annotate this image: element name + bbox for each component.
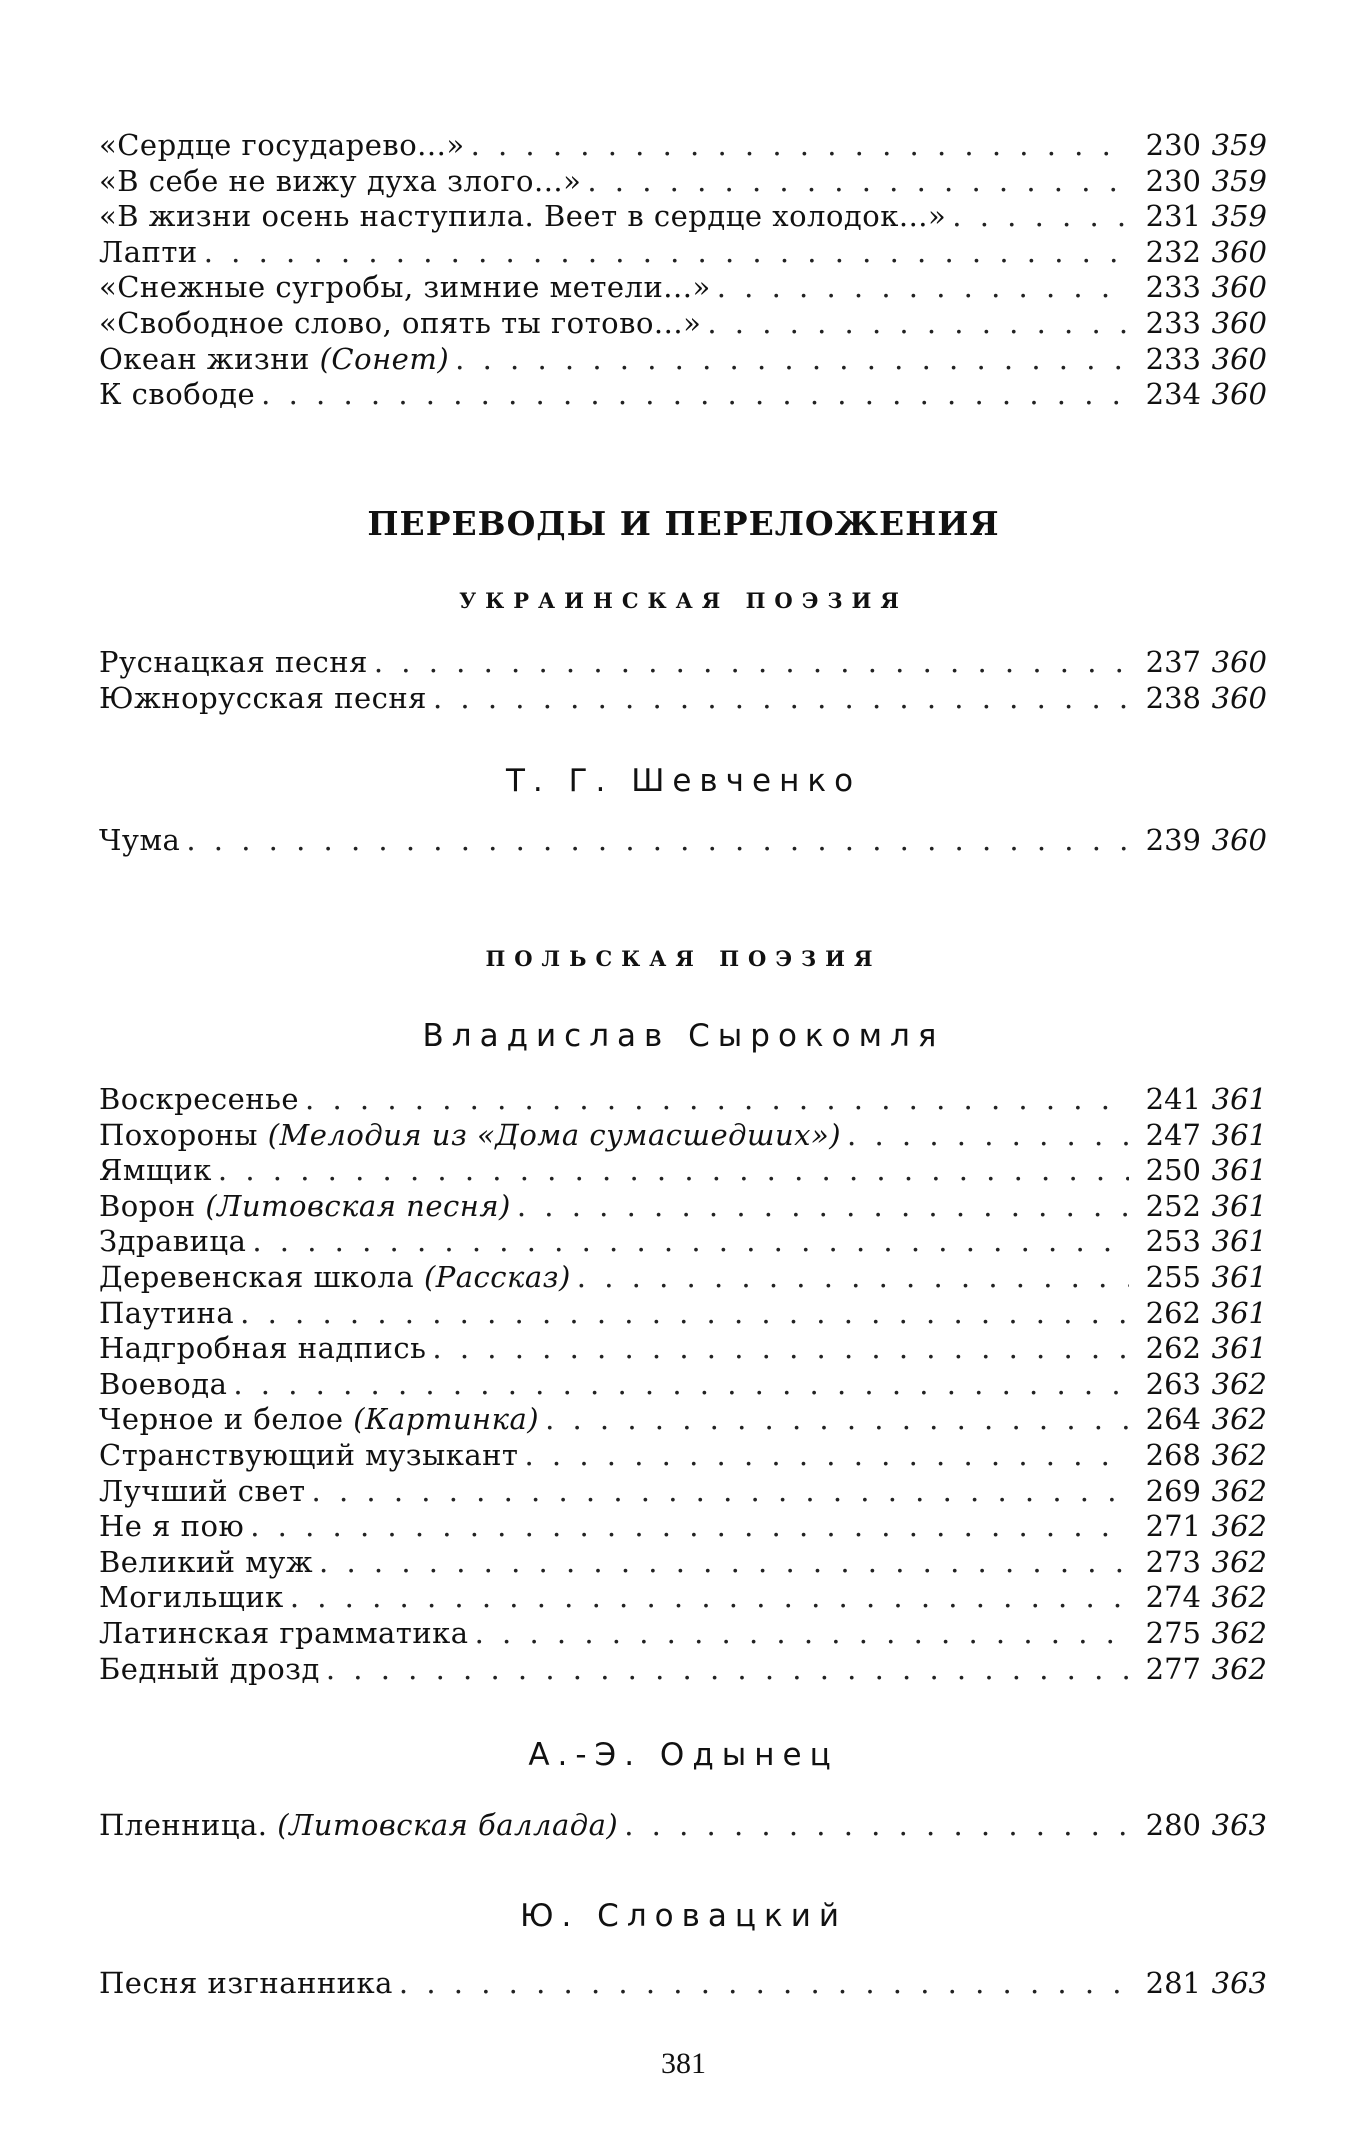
toc-entry-title-text: Ямщик (99, 1153, 212, 1188)
dot-leader (707, 306, 1129, 342)
toc-entry-page: 262 (1145, 1331, 1201, 1366)
toc-entry (99, 1474, 1267, 1510)
toc-entry-page: 280 (1145, 1808, 1201, 1842)
toc-entry-title (99, 128, 465, 164)
toc-entry (99, 1367, 1267, 1403)
toc-block-shevchenko (99, 823, 1267, 859)
toc-entry (99, 645, 1267, 681)
toc-entry (99, 1808, 1267, 1844)
subsection-heading-polish-poetry: ПОЛЬСКАЯ ПОЭЗИЯ (485, 946, 882, 971)
toc-entry-page: 269 (1145, 1473, 1201, 1508)
toc-entry-title-text: Песня изгнанника (99, 1966, 393, 2000)
toc-entry-page: 275 (1145, 1615, 1201, 1650)
toc-entry-note-page: 361 (1211, 1082, 1267, 1116)
dot-leader (374, 645, 1129, 681)
toc-entry-title-text: Южнорусская песня (99, 680, 427, 715)
toc-entry-title-text: Чума (99, 823, 181, 857)
dot-leader (305, 1082, 1129, 1118)
dot-leader (204, 235, 1129, 271)
toc-block-syrokomla (99, 1082, 1267, 1687)
toc-entry (99, 1082, 1267, 1118)
toc-entry-page: 247 (1145, 1117, 1201, 1152)
author-heading-odyniec: А.-Э. Одынец (528, 1737, 839, 1773)
section-heading-translations: ПЕРЕВОДЫ И ПЕРЕЛОЖЕНИЯ (367, 504, 1000, 543)
toc-entry (99, 1509, 1267, 1545)
toc-entry-note-page: 362 (1211, 1473, 1267, 1508)
toc-entry-page: 233 (1145, 270, 1201, 305)
toc-entry-note-page: 362 (1211, 1402, 1267, 1437)
toc-entry (99, 1966, 1267, 2002)
toc-entry-title-text: «Снежные сугробы, зимние метели...» (99, 270, 711, 305)
subsection-heading-ukrainian-poetry: УКРАИНСКАЯ ПОЭЗИЯ (459, 588, 908, 613)
dot-leader (240, 1296, 1129, 1332)
toc-entry-note-page: 360 (1211, 823, 1267, 857)
toc-entry (99, 306, 1267, 342)
toc-entry (99, 823, 1267, 859)
toc-entry-note-page: 360 (1211, 680, 1267, 715)
toc-entry (99, 1652, 1267, 1688)
toc-entry-note-page: 360 (1211, 270, 1267, 305)
toc-entry-title (99, 1438, 518, 1474)
toc-entry-note-page: 361 (1211, 1259, 1267, 1294)
dot-leader (455, 342, 1129, 378)
toc-entry-page: 274 (1145, 1580, 1201, 1615)
toc-entry-title (99, 235, 198, 271)
dot-leader (432, 1331, 1129, 1367)
toc-entry-title-text: Воевода (99, 1366, 228, 1401)
toc-entry-page: 233 (1145, 305, 1201, 340)
dot-leader (319, 1545, 1129, 1581)
toc-entry-title-text: Деревенская школа (99, 1259, 415, 1294)
dot-leader (399, 1966, 1129, 2002)
toc-entry (99, 1296, 1267, 1332)
toc-entry (99, 342, 1267, 378)
toc-entry-page: 263 (1145, 1366, 1201, 1401)
toc-entry-note-page: 360 (1211, 377, 1267, 412)
toc-entry-title-text: «В себе не вижу духа злого...» (99, 163, 582, 198)
toc-entry (99, 199, 1267, 235)
toc-entry-subtitle: (Сонет) (319, 341, 450, 376)
toc-entry-title-text: Черное и белое (99, 1402, 344, 1437)
toc-entry-page: 255 (1145, 1259, 1201, 1294)
dot-leader (312, 1474, 1129, 1510)
toc-entry-title-text: Ворон (99, 1188, 196, 1223)
dot-leader (261, 377, 1129, 413)
dot-leader (587, 164, 1129, 200)
toc-entry-note-page: 361 (1211, 1117, 1267, 1152)
toc-block-top (99, 128, 1267, 413)
toc-entry-title (99, 1260, 571, 1296)
toc-entry-title (99, 306, 701, 342)
toc-entry-note-page: 361 (1211, 1331, 1267, 1366)
toc-entry-title-text: Лучший свет (99, 1473, 306, 1508)
toc-entry-page: 273 (1145, 1544, 1201, 1579)
toc-entry-title-text: «Сердце государево...» (99, 128, 465, 162)
dot-leader (233, 1367, 1129, 1403)
toc-entry (99, 1580, 1267, 1616)
toc-entry-title-text: Не я пою (99, 1509, 245, 1544)
dot-leader (952, 199, 1129, 235)
toc-entry (99, 270, 1267, 306)
toc-entry-title (99, 1367, 227, 1403)
toc-entry-page: 253 (1145, 1224, 1201, 1259)
toc-entry-title (99, 1082, 299, 1118)
toc-entry-title (99, 199, 946, 235)
dot-leader (545, 1402, 1129, 1438)
toc-entry-note-page: 361 (1211, 1153, 1267, 1188)
toc-entry-title (99, 1545, 313, 1581)
toc-entry-title (99, 377, 255, 413)
toc-entry (99, 1545, 1267, 1581)
author-heading-shevchenko: Т. Г. Шевченко (505, 763, 862, 799)
toc-entry-subtitle: (Мелодия из «Дома сумасшедших») (267, 1117, 842, 1152)
toc-entry-note-page: 359 (1211, 199, 1267, 234)
toc-entry-title (99, 1509, 244, 1545)
toc-entry-page: 277 (1145, 1651, 1201, 1686)
toc-entry-note-page: 360 (1211, 234, 1267, 269)
dot-leader (471, 128, 1129, 164)
toc-entry-title-text: Паутина (99, 1295, 235, 1330)
toc-entry-note-page: 359 (1211, 163, 1267, 198)
toc-entry-title-text: Могильщик (99, 1580, 284, 1615)
toc-entry-title-text: Воскресенье (99, 1082, 300, 1116)
toc-entry (99, 128, 1267, 164)
toc-entry (99, 164, 1267, 200)
toc-entry-title-text: Океан жизни (99, 341, 310, 376)
toc-entry-page: 250 (1145, 1153, 1201, 1188)
dot-leader (624, 1808, 1129, 1844)
toc-entry-title (99, 1616, 469, 1652)
toc-entry-note-page: 363 (1211, 1808, 1267, 1842)
toc-entry-subtitle: (Рассказ) (423, 1259, 571, 1294)
toc-entry-title (99, 681, 427, 717)
toc-entry-page: 281 (1145, 1966, 1201, 2000)
toc-entry-title (99, 1224, 246, 1260)
dot-leader (577, 1260, 1129, 1296)
toc-entry-subtitle: (Литовская песня) (205, 1188, 511, 1223)
dot-leader (326, 1652, 1129, 1688)
toc-entry-note-page: 362 (1211, 1437, 1267, 1472)
toc-entry-title (99, 1153, 212, 1189)
toc-entry-title (99, 1474, 306, 1510)
toc-entry-page: 232 (1145, 234, 1201, 269)
toc-entry-title-text: К свободе (99, 377, 256, 412)
toc-entry-page: 237 (1145, 645, 1201, 679)
toc-entry-note-page: 362 (1211, 1615, 1267, 1650)
dot-leader (475, 1616, 1129, 1652)
toc-entry (99, 1616, 1267, 1652)
toc-entry-page: 252 (1145, 1188, 1201, 1223)
toc-entry-title-text: Руснацкая песня (99, 645, 368, 679)
author-heading-syrokomla: Владислав Сырокомля (422, 1018, 945, 1054)
dot-leader (290, 1580, 1129, 1616)
dot-leader (218, 1153, 1129, 1189)
toc-entry-title-text: Странствующий музыкант (99, 1437, 519, 1472)
toc-entry-note-page: 360 (1211, 341, 1267, 376)
toc-entry-title (99, 164, 581, 200)
toc-entry-title (99, 1118, 841, 1154)
toc-entry-title-text: «В жизни осень наступила. Веет в сердце холодок...» (99, 199, 947, 234)
toc-entry-title (99, 1402, 539, 1438)
dot-leader (433, 681, 1129, 717)
toc-entry (99, 1331, 1267, 1367)
toc-block-odyniec (99, 1808, 1267, 1844)
toc-entry (99, 1260, 1267, 1296)
toc-block-ukrainian (99, 645, 1267, 716)
dot-leader (517, 1189, 1129, 1225)
toc-entry-title (99, 1189, 511, 1225)
toc-entry-page: 262 (1145, 1295, 1201, 1330)
toc-block-slowacki (99, 1966, 1267, 2002)
toc-entry (99, 1438, 1267, 1474)
toc-entry-page: 268 (1145, 1437, 1201, 1472)
toc-entry-note-page: 361 (1211, 1224, 1267, 1259)
toc-entry-note-page: 362 (1211, 1580, 1267, 1615)
toc-entry-page: 230 (1145, 128, 1201, 162)
toc-entry-page: 241 (1145, 1082, 1201, 1116)
toc-entry (99, 1118, 1267, 1154)
page-number: 381 (661, 2047, 706, 2080)
toc-entry (99, 377, 1267, 413)
dot-leader (186, 823, 1129, 859)
toc-entry (99, 1189, 1267, 1225)
toc-entry-title-text: Лапти (99, 234, 198, 269)
dot-leader (717, 270, 1129, 306)
toc-entry-title-text: Великий муж (99, 1544, 314, 1579)
toc-entry-note-page: 361 (1211, 1188, 1267, 1223)
toc-entry-page: 231 (1145, 199, 1201, 234)
toc-entry-title (99, 823, 180, 859)
toc-entry-title-text: Надгробная надпись (99, 1331, 427, 1366)
toc-entry (99, 1402, 1267, 1438)
dot-leader (252, 1224, 1129, 1260)
toc-entry (99, 1153, 1267, 1189)
toc-entry-title (99, 270, 711, 306)
toc-entry-page: 264 (1145, 1402, 1201, 1437)
toc-entry (99, 1224, 1267, 1260)
toc-entry-title (99, 1296, 234, 1332)
toc-entry (99, 681, 1267, 717)
toc-entry-page: 233 (1145, 341, 1201, 376)
toc-entry-note-page: 361 (1211, 1295, 1267, 1330)
toc-entry-note-page: 362 (1211, 1509, 1267, 1544)
toc-entry-page: 238 (1145, 680, 1201, 715)
toc-entry-title (99, 1966, 393, 2002)
toc-entry (99, 235, 1267, 271)
toc-entry-page: 239 (1145, 823, 1201, 857)
dot-leader (250, 1509, 1129, 1545)
toc-entry-title-text: «Свободное слово, опять ты готово...» (99, 305, 702, 340)
toc-entry-note-page: 360 (1211, 305, 1267, 340)
toc-entry-page: 271 (1145, 1509, 1201, 1544)
toc-entry-page: 230 (1145, 163, 1201, 198)
toc-entry-title-text: Бедный дрозд (99, 1651, 320, 1686)
toc-entry-title (99, 645, 368, 681)
toc-entry-note-page: 360 (1211, 645, 1267, 679)
toc-entry-subtitle: (Картинка) (353, 1402, 540, 1437)
toc-entry-note-page: 363 (1211, 1966, 1267, 2000)
toc-entry-title (99, 1652, 320, 1688)
toc-entry-title (99, 1808, 618, 1844)
toc-entry-note-page: 362 (1211, 1544, 1267, 1579)
toc-entry-title (99, 342, 449, 378)
toc-entry-title-text: Похороны (99, 1117, 258, 1152)
toc-entry-title (99, 1331, 426, 1367)
toc-entry-title-text: Здравица (99, 1224, 247, 1259)
dot-leader (524, 1438, 1129, 1474)
toc-entry-page: 234 (1145, 377, 1201, 412)
toc-entry-title-text: Латинская грамматика (99, 1615, 469, 1650)
author-heading-slowacki: Ю. Словацкий (520, 1898, 847, 1934)
toc-entry-title-text: Пленница. (99, 1808, 268, 1842)
toc-entry-title (99, 1580, 284, 1616)
toc-entry-note-page: 359 (1211, 128, 1267, 162)
dot-leader (847, 1118, 1129, 1154)
toc-entry-note-page: 362 (1211, 1366, 1267, 1401)
toc-entry-subtitle: (Литовская баллада) (277, 1808, 619, 1842)
toc-entry-note-page: 362 (1211, 1651, 1267, 1686)
